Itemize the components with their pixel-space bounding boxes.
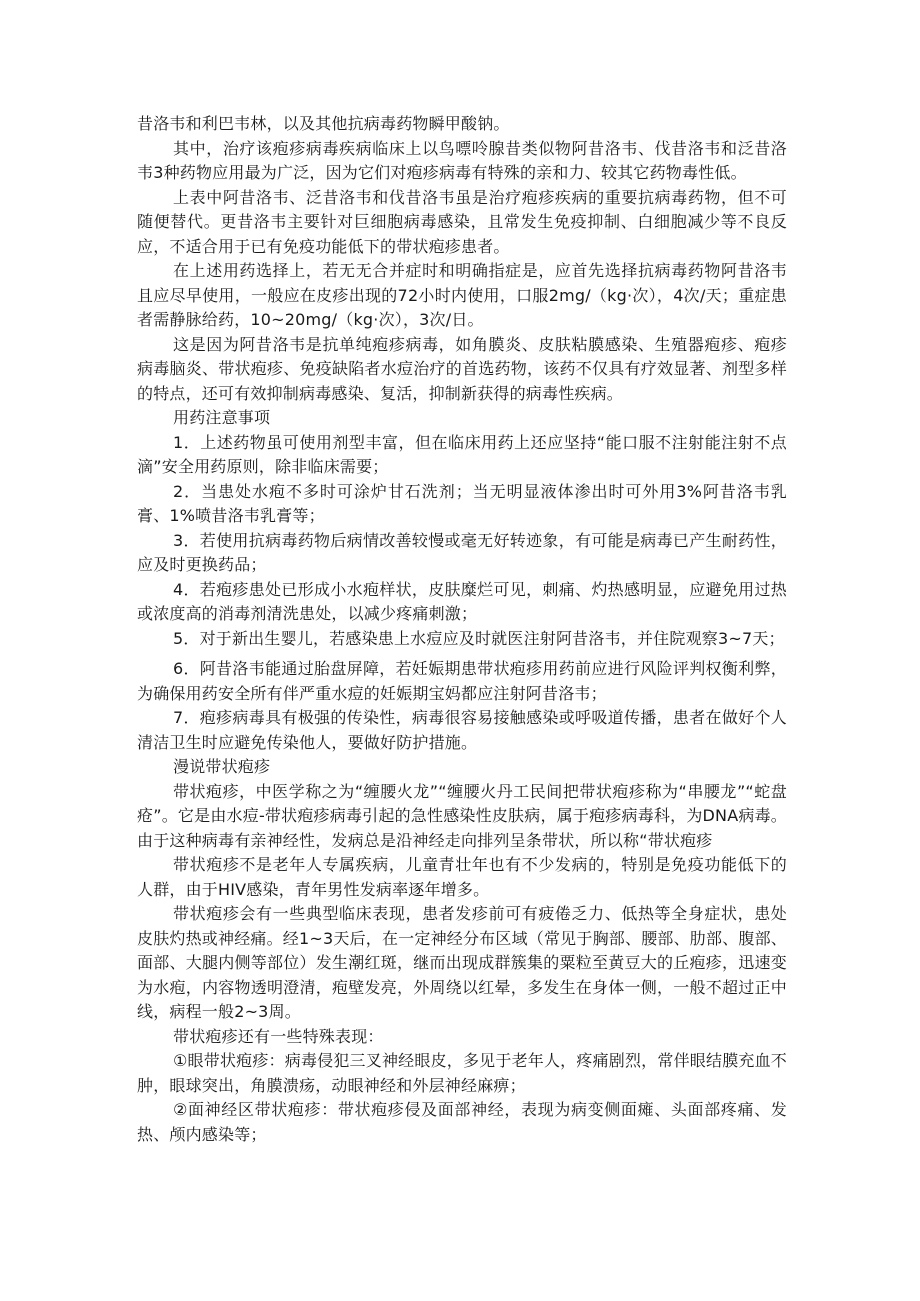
document-body <box>137 112 787 1147</box>
list-item: 3．若使用抗病毒药物后病情改善较慢或毫无好转迹象，有可能是病毒已产生耐药性，应及时更换药品； <box>137 530 787 574</box>
list-item: ①眼带状疱疹：病毒侵犯三叉神经眼皮，多见于老年人，疼痛剧烈，常伴眼结膜充血不肿，眼球突出，角膜溃疡，动眼神经和外层神经麻痹； <box>137 1051 787 1095</box>
paragraph: 带状疱疹不是老年人专属疾病，儿童青壮年也有不少发病的，特别是免疫功能低下的人群，由于HIV感染，青年男性发病率逐年增多。 <box>137 855 787 899</box>
list-item: 1．上述药物虽可使用剂型丰富，但在临床用药上还应坚持“能口服不注射能注射不点滴”安全用药原则，除非临床需要； <box>137 432 787 476</box>
paragraph: 昔洛韦和利巴韦林，以及其他抗病毒药物瞬甲酸钠。 <box>137 114 510 133</box>
list-item: 5．对于新出生婴儿，若感染患上水痘应及时就医注射阿昔洛韦，并住院观察3~7天； <box>173 628 785 648</box>
paragraph: 在上述用药选择上，若无无合并症时和明确指症是，应首先选择抗病毒药物阿昔洛韦且应尽早使用，一般应在皮疹出现的72小时内使用，口服2mg∕（kg·次），4次/天；重症患者需静脉给药，10~20mg∕（kg·次），3次/日。 <box>137 261 787 329</box>
paragraph: 其中，治疗该疱疹病毒疾病临床上以鸟嘌呤腺昔类似物阿昔洛韦、伐昔洛韦和泛昔洛韦3种药物应用最为广泛，因为它们对疱疹病毒有特殊的亲和力、较其它药物毒性低。 <box>137 138 787 182</box>
list-item: 7．疱疹病毒具有极强的传染性，病毒很容易接触感染或呼吸道传播，患者在做好个人清洁卫生时应避免传染他人，要做好防护措施。 <box>137 708 787 752</box>
paragraph: 带状疱疹，中医学称之为“缠腰火龙”“缠腰火丹工民间把带状疱疹称为“串腰龙”“蛇盘疮”。它是由水痘-带状疱疹病毒引起的急性感染性皮肤病，属于疱疹病毒科，为DNA病毒。由于这种病毒有亲神经性，发病总是沿神经走向排列呈条带状，所以称“带状疱疹 <box>137 781 787 850</box>
paragraph: 带状疱疹还有一些特殊表现： <box>173 1026 384 1046</box>
list-item: 2．当患处水疱不多时可涂炉甘石洗剂；当无明显液体渗出时可外用3%阿昔洛韦乳膏、1%喷昔洛韦乳膏等； <box>137 481 787 525</box>
list-item: 6．阿昔洛韦能通过胎盘屏障，若妊娠期患带状疱疹用药前应进行风险评判权衡利弊，为确保用药安全所有伴严重水痘的妊娠期宝妈都应注射阿昔洛韦； <box>137 659 787 703</box>
paragraph: 这是因为阿昔洛韦是抗单纯疱疹病毒，如角膜炎、皮肤粘膜感染、生殖器疱疹、疱疹病毒脑炎、带状疱疹、免疫缺陷者水痘治疗的首选药物，该药不仅具有疗效显著、剂型多样的特点，还可有效抑制病毒感染、复活，抑制新获得的病毒性疾病。 <box>137 334 787 403</box>
section-heading: 漫说带状疱疹 <box>173 757 271 776</box>
paragraph: 上表中阿昔洛韦、泛昔洛韦和伐昔洛韦虽是治疗疱疹疾病的重要抗病毒药物，但不可随便替代。更昔洛韦主要针对巨细胞病毒感染，且常发生免疫抑制、白细胞减少等不良反应，不适合用于已有免疫功能低下的带状疱疹患者。 <box>137 187 787 256</box>
list-item: ②面神经区带状疱疹：带状疱疹侵及面部神经，表现为病变侧面瘫、头面部疼痛、发热、颅内感染等； <box>137 1100 787 1144</box>
paragraph: 带状疱疹会有一些典型临床表现，患者发疹前可有疲倦乏力、低热等全身症状，患处皮肤灼热或神经痛。经1~3天后，在一定神经分布区域（常见于胸部、腰部、肋部、腹部、面部、大腿内侧等部位）发生潮红斑，继而出现成群簇集的粟粒至黄豆大的丘疱疹，迅速变为水疱，内容物透明澄清，疱壁发亮，外周绕以红晕，多发生在身体一侧，一般不超过正中线，病程一般2~3周。 <box>137 904 787 1021</box>
section-heading: 用药注意事项 <box>173 408 271 427</box>
list-item: 4．若疱疹患处已形成小水疱样状，皮肤糜烂可见，刺痛、灼热感明显，应避免用过热或浓度高的消毒剂清洗患处，以减少疼痛刺激； <box>137 579 787 623</box>
